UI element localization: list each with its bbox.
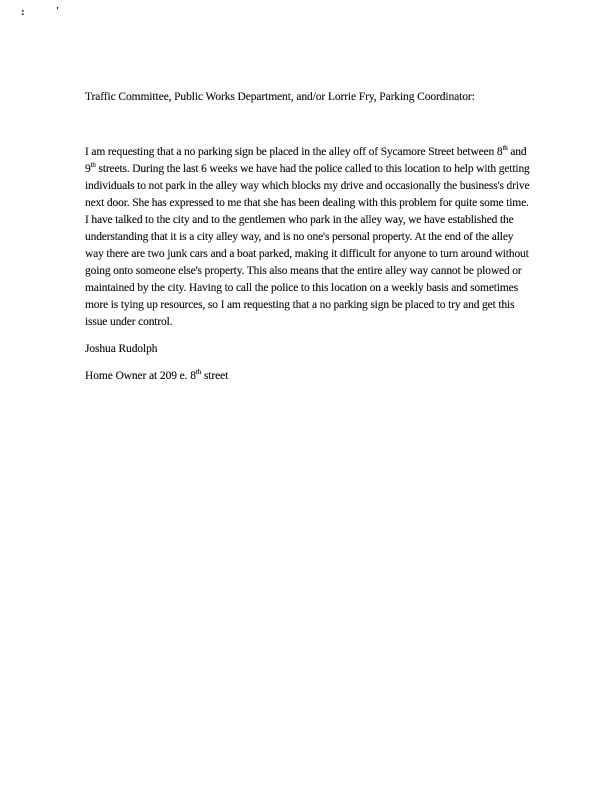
signature-name: Joshua Rudolph bbox=[85, 343, 158, 355]
body-line: individuals to not park in the alley way which blocks my drive and occasionally the business's drive bbox=[85, 180, 530, 192]
body-line: next door. She has expressed to me that she has been dealing with this problem for quite some time. bbox=[85, 197, 529, 209]
scan-artifact: : bbox=[21, 6, 25, 18]
body-line: way there are two junk cars and a boat parked, making it difficult for anyone to turn around without bbox=[85, 248, 529, 260]
letter-salutation: Traffic Committee, Public Works Department, and/or Lorrie Fry, Parking Coordinator: bbox=[85, 91, 475, 103]
body-line: issue under control. bbox=[85, 316, 173, 328]
scan-artifact: ' bbox=[56, 5, 60, 17]
signature-title: Home Owner at 209 e. 8th street bbox=[85, 368, 229, 382]
letter-body bbox=[85, 144, 560, 331]
body-line: going onto someone else's property. This also means that the entire alley way cannot be plowed or bbox=[85, 265, 522, 277]
body-line: I am requesting that a no parking sign be placed in the alley off of Sycamore Street between 8th and bbox=[85, 144, 527, 158]
body-line: I have talked to the city and to the gentlemen who park in the alley way, we have established the bbox=[85, 214, 514, 226]
body-line: 9th streets. During the last 6 weeks we have had the police called to this location to help with getting bbox=[85, 161, 530, 175]
body-line: maintained by the city. Having to call the police to this location on a weekly basis and sometimes bbox=[85, 282, 518, 294]
body-line: more is tying up resources, so I am requesting that a no parking sign be placed to try and get this bbox=[85, 299, 515, 311]
body-line: understanding that it is a city alley way, and is no one's personal property. At the end of the alley bbox=[85, 231, 514, 243]
